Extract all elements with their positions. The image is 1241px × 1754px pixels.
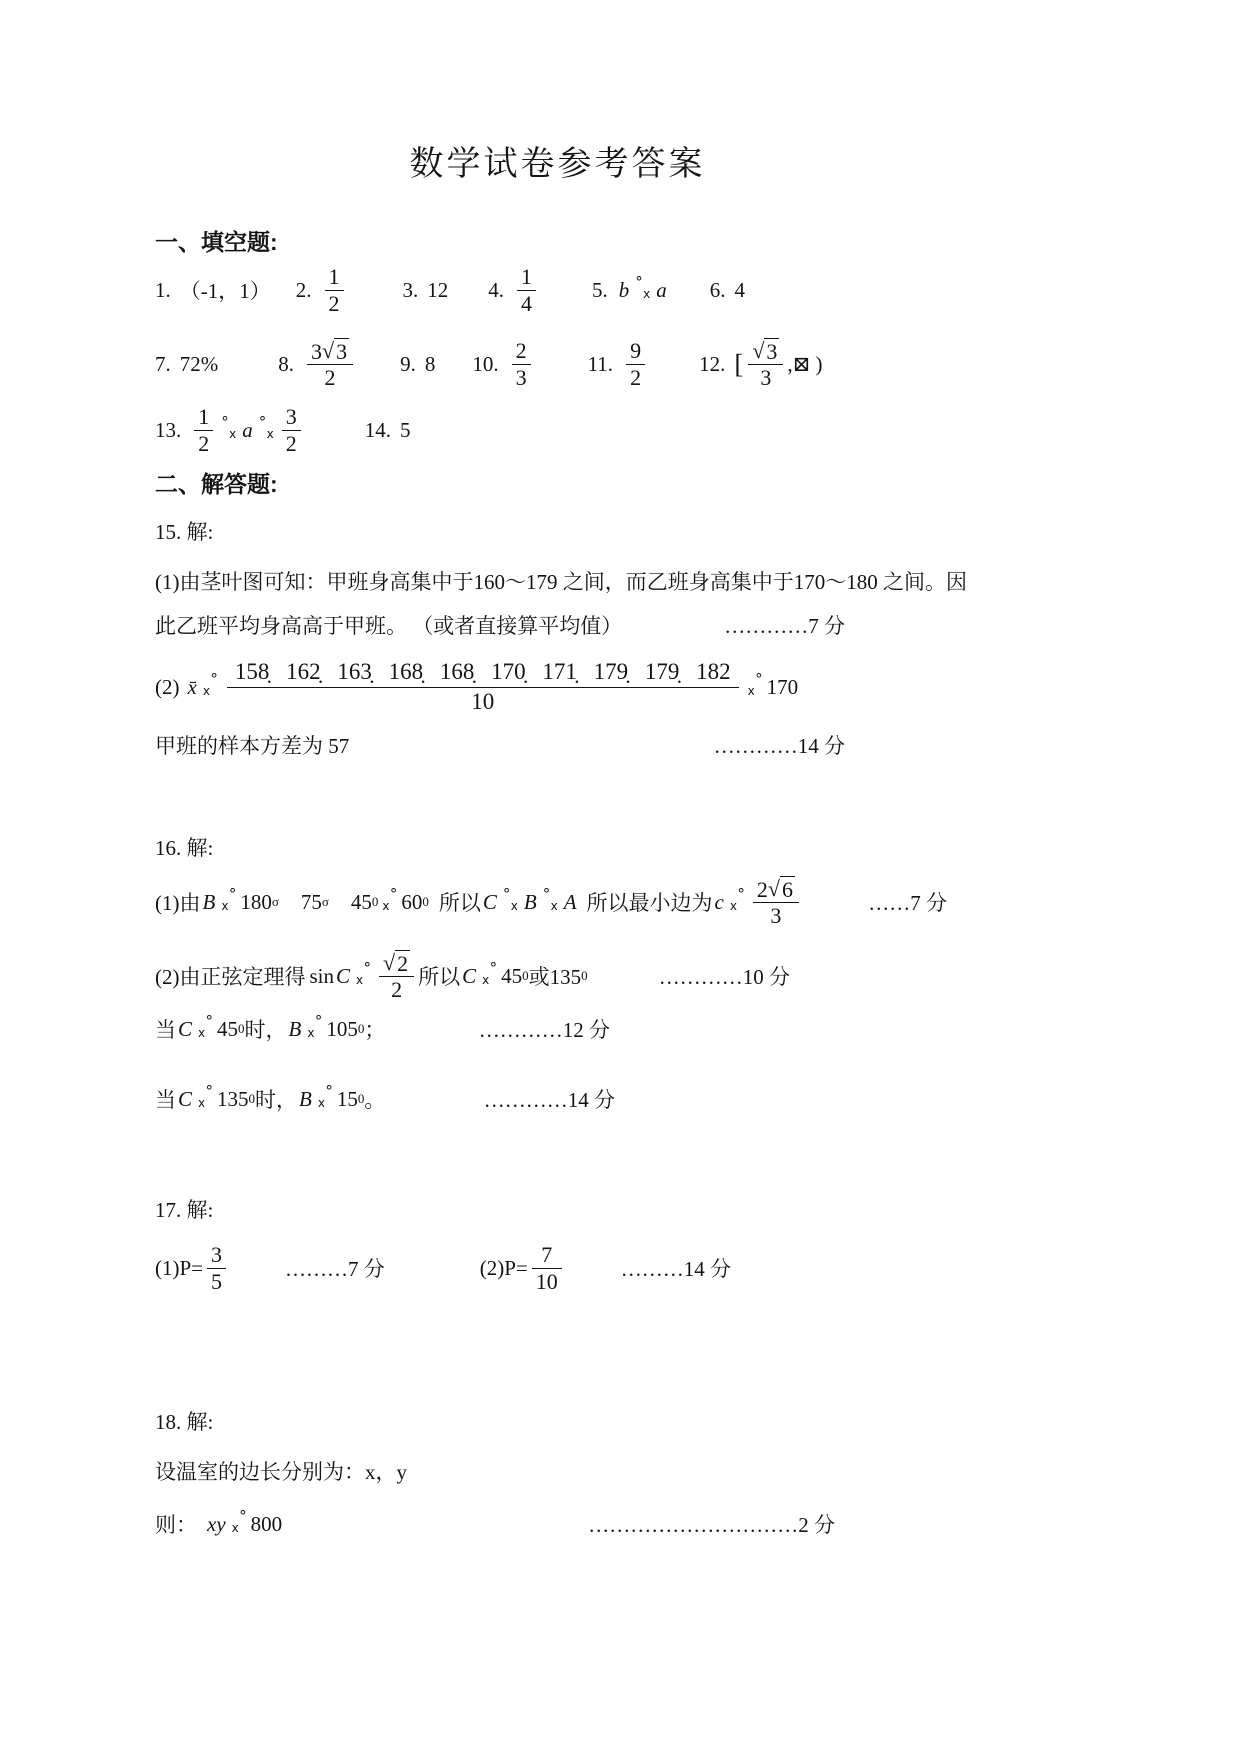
score-marker: …………14 分 — [483, 1088, 615, 1112]
mean-result: 170 — [766, 674, 799, 699]
p16-line4: 当 C x ° 135 0 时， B x ° 15 0 。 …………14 分 — [155, 1082, 615, 1112]
fraction: $\frac{3}{2}$ — [282, 404, 301, 456]
p17-answer-1: (1)P= $\frac{3}{5}$ — [155, 1242, 230, 1294]
fill-row-1 — [155, 250, 745, 330]
p15-head: 15. 解: — [155, 520, 214, 544]
fraction: $\frac{1}{4}$ — [517, 264, 536, 316]
interval-tail: ,⊠ ) — [787, 351, 823, 376]
fill-answer-8: 8. 3 √ 3 2 — [278, 338, 357, 391]
garbled-symbol-icon: x ° — [307, 1012, 323, 1040]
fraction: $\frac{9}{2}$ — [626, 338, 645, 390]
garbled-symbol-icon: ° x — [258, 413, 274, 441]
answer-value: 12 — [427, 277, 449, 302]
fraction: $\frac{1}{2}$ — [325, 264, 344, 316]
fill-answer-5: 5. b ° x a — [592, 273, 667, 302]
score-marker: …………7 分 — [724, 614, 845, 638]
score-marker: ……7 分 — [868, 891, 947, 915]
p16-line2: (2)由正弦定理得 sin C x ° √ 2 2 所以 C x ° 45 0 或135 0 …………10 分 — [155, 949, 790, 1002]
garbled-symbol-icon: x ° — [231, 1507, 247, 1535]
garbled-symbol-icon: ° x — [635, 273, 651, 301]
fraction: √ 2 2 — [379, 950, 414, 1003]
garbled-symbol-icon: x ° — [202, 670, 218, 698]
score-marker: ………14 分 — [620, 1257, 732, 1281]
fill-answer-1: 1. （-1，1） — [155, 275, 271, 305]
score-marker: ………7 分 — [285, 1257, 385, 1281]
page-title: 数学试卷参考答案 — [409, 146, 706, 183]
garbled-symbol-icon: x ° — [317, 1082, 333, 1110]
fill-answer-2: 2. $\frac{1}{2}$ — [296, 264, 348, 316]
score-marker: …………………………2 分 — [588, 1513, 835, 1537]
garbled-symbol-icon: x ° — [482, 959, 498, 987]
fill-answer-14: 14. 5 — [364, 417, 411, 442]
fill-answer-4: 4. $\frac{1}{4}$ — [488, 264, 540, 316]
p17-row — [155, 1236, 731, 1300]
garbled-symbol-icon: ° x — [221, 413, 237, 441]
p16-line3: 当 C x ° 45 0 时， B x ° 105 0 ； …………12 分 — [155, 1012, 610, 1042]
x-bar: x̄ — [187, 674, 197, 699]
radical: √ 6 — [767, 875, 793, 902]
p18-head: 18. 解: — [155, 1410, 214, 1434]
p18-line1: 设温室的边长分别为：x，y — [155, 1460, 407, 1484]
radical: √ 3 — [322, 337, 348, 364]
fraction: 2 √ 6 3 — [753, 876, 799, 929]
mean-fraction: 158̣ 162̣ 163̣ 168̣ 168̣ 170̣ 171̣ 179̣ 179̣ 182 10 — [227, 658, 739, 717]
garbled-symbol-icon: x ° — [382, 885, 398, 913]
garbled-symbol-icon: x ° — [747, 670, 763, 698]
p15-line1: (1)由茎叶图可知：甲班身高集中于160～179 之间，而乙班身高集中于170～180 之间。因 — [155, 570, 967, 594]
p17-answer-2: (2)P= $\frac{7}{10}$ — [480, 1242, 566, 1294]
answer-value: 5 — [400, 417, 411, 442]
p15-line4: 甲班的样本方差为 57 …………14 分 — [155, 730, 845, 760]
garbled-symbol-icon: x ° — [198, 1012, 214, 1040]
answer-value: 72% — [179, 351, 219, 376]
fill-answer-12: 12. [ √ 3 3 ,⊠ ) — [699, 337, 823, 390]
garbled-symbol-icon: x ° — [198, 1082, 214, 1110]
answer-value: 8 — [424, 351, 436, 376]
fraction: $\frac{2}{3}$ — [512, 338, 531, 390]
fill-answer-6: 6. 4 — [709, 277, 745, 302]
garbled-symbol-icon: x ° — [729, 885, 745, 913]
garbled-symbol-icon: x ° — [356, 959, 372, 987]
garbled-symbol-icon: ° x — [542, 885, 558, 913]
garbled-symbol-icon: ° x — [502, 885, 518, 913]
p17-head: 17. 解: — [155, 1198, 214, 1222]
score-marker: …………14 分 — [713, 734, 845, 758]
fill-row-3 — [155, 398, 411, 462]
answer-value: 4 — [734, 277, 745, 302]
fill-answer-3: 3. 12 — [402, 277, 449, 302]
section-solve-heading: 二、解答题: — [155, 471, 278, 497]
garbled-symbol-icon: x ° — [221, 885, 237, 913]
score-marker: …………12 分 — [478, 1018, 610, 1042]
fill-answer-7: 7. 72% — [155, 351, 219, 376]
p15-mean-formula: (2) x̄ x ° 158̣ 162̣ 163̣ 168̣ 168̣ 170̣ 171̣ 179̣ 179̣ 182 10 x ° 170 — [155, 648, 798, 726]
section-fill-heading: 一、填空题: — [155, 229, 278, 255]
radical: √ 2 — [383, 949, 409, 976]
fraction: 3 √ 3 2 — [307, 338, 353, 391]
answer-value: （-1，1） — [179, 279, 271, 303]
p15-line2: 此乙班平均身高高于甲班。 （或者直接算平均值） …………7 分 — [155, 610, 845, 640]
p16-line1: (1)由 B x ° 180 σ 75 σ 45 0 x ° 60 0 所以 C ° x B ° x A 所以最小边为 c x ° 2 √ 6 3 ……7 分 — [155, 875, 947, 928]
radical: √ 3 — [752, 337, 778, 364]
p16-head: 16. 解: — [155, 836, 214, 860]
fraction: $\frac{7}{10}$ — [532, 1242, 562, 1294]
fraction: $\frac{3}{5}$ — [207, 1242, 226, 1294]
open-bracket: [ — [734, 348, 744, 379]
fill-answer-10: 10. $\frac{2}{3}$ — [472, 338, 534, 390]
fill-row-2 — [155, 326, 822, 402]
score-marker: …………10 分 — [658, 965, 790, 989]
fill-answer-9: 9. 8 — [400, 351, 436, 376]
fill-answer-13: 13. $\frac{1}{2}$ ° x a ° x $\frac{3}{2}$ — [155, 404, 305, 456]
fraction: $\frac{1}{2}$ — [194, 404, 213, 456]
p18-line2: 则： xy x ° 800 …………………………2 分 — [155, 1507, 835, 1537]
fraction: √ 3 3 — [748, 338, 783, 391]
fill-answer-11: 11. $\frac{9}{2}$ — [588, 338, 649, 390]
